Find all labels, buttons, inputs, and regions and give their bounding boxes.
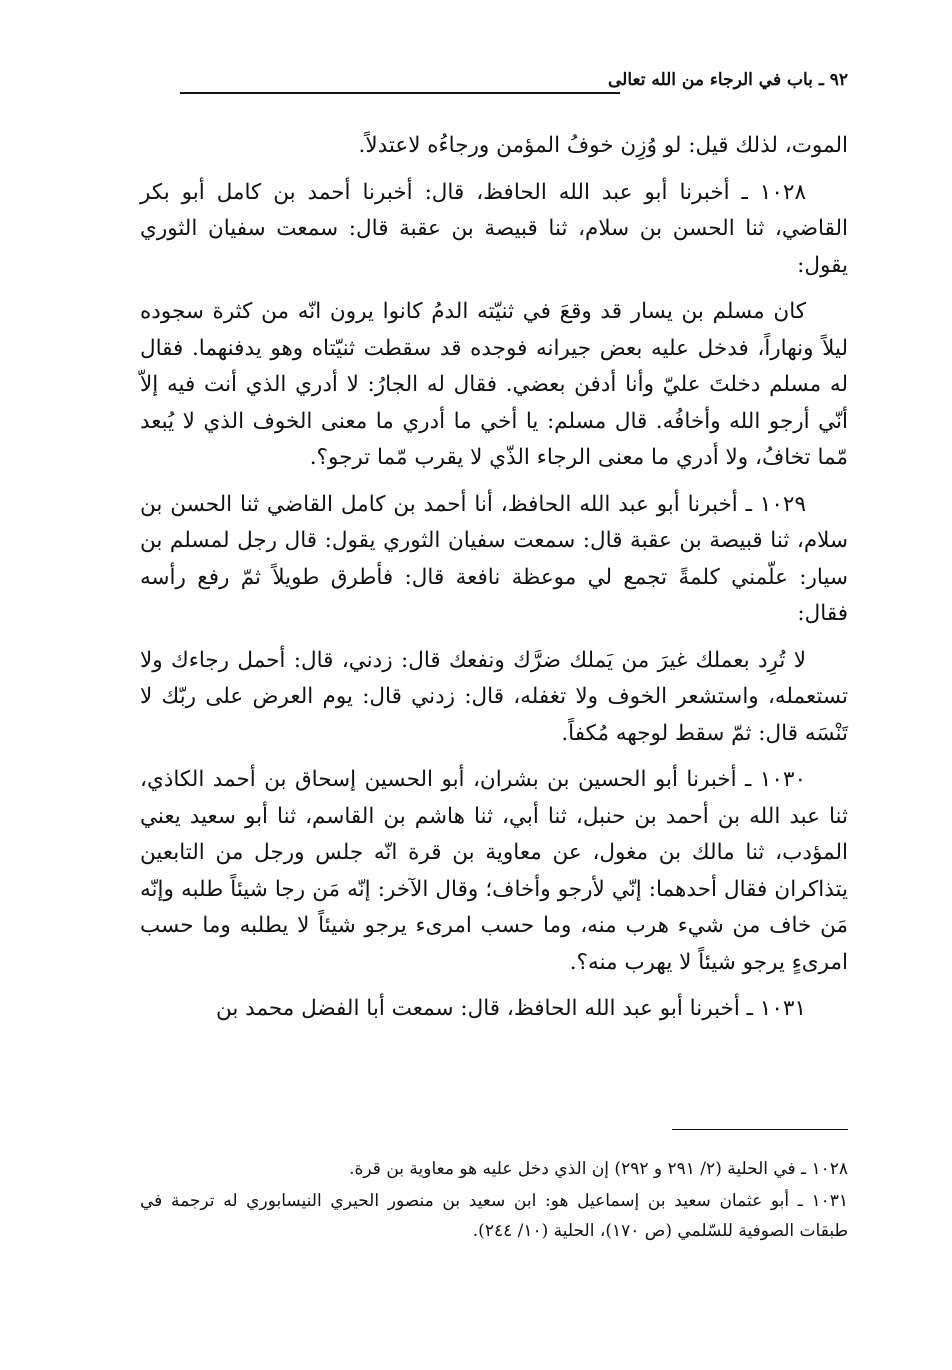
- paragraph: كان مسلم بن يسار قد وقعَ في ثنيّته الدمُ كانوا يرون انّه من كثرة سجوده ليلاً ونهاراً، فدخل عليه بعض جيرانه فوجده قد سقطت ثنيّتاه وهو يدفنهما. فقال له مسلم دخلتَ عليّ وأنا أدفن بعضي. فقال له الجارُ: لا أدري الذي أنت فيه إلاّ أنّي أرجو الله وأخافُه. قال مسلم: يا أخي ما أدري ما معنى الخوف الذي لا يُبعد مّما تخافُ، ولا أدري ما معنى الرجاء الذّي لا يقرب مّما ترجو؟.: [140, 299, 848, 470]
- footnote-separator: [672, 1129, 848, 1130]
- footnotes: [140, 1154, 848, 1248]
- header-rule: [180, 92, 620, 94]
- paragraph: لا تُرِد بعملك غيرَ من يَملك ضرَّك ونفعك قال: زدني، قال: أحمل رجاءك ولا تستعمله، واستشعر الخوف ولا تغفله، قال: زدني قال: يوم العرض على ربّك لا تَنْسَه قال: ثمّ سقط لوجهه مُكفاً.: [140, 647, 848, 746]
- paragraph: الموت، لذلك قيل: لو وُزِن خوفُ المؤمن ورجاءُه لاعتدلاً.: [358, 133, 848, 158]
- paragraph: ١٠٢٨ ـ أخبرنا أبو عبد الله الحافظ، قال: أخبرنا أحمد بن كامل أبو بكر القاضي، ثنا الحسن بن سلام، ثنا قبيصة بن عقبة قال: سمعت سفيان الثوري يقول:: [140, 179, 848, 278]
- running-head-title: ٩٢ ـ باب في الرجاء من الله تعالى: [607, 70, 848, 90]
- paragraph: ١٠٢٩ ـ أخبرنا أبو عبد الله الحافظ، أنا أحمد بن كامل القاضي ثنا الحسن بن سلام، ثنا قبيصة بن عقبة قال: سمعت سفيان الثوري يقول: قال رجل لمسلم بن سيار: علّمني كلمةً تجمع لي موعظة نافعة قال: فأطرق طويلاً ثمّ رفع رأسه فقال:: [140, 491, 848, 626]
- footnote: ١٠٢٨ ـ في الحلية (٢/ ٢٩١ و ٢٩٢) إن الذي دخل عليه هو معاوية بن قرة.: [349, 1159, 848, 1179]
- running-head: [180, 70, 848, 100]
- paragraph: ١٠٣١ ـ أخبرنا أبو عبد الله الحافظ، قال: سمعت أبا الفضل محمد بن: [216, 996, 806, 1021]
- main-text: [140, 128, 848, 1038]
- paragraph: ١٠٣٠ ـ أخبرنا أبو الحسين بن بشران، أبو الحسين إسحاق بن أحمد الكاذي، ثنا عبد الله بن أحمد بن حنبل، ثنا أبي، ثنا هاشم بن القاسم، ثنا أبو سعيد يعني المؤدب، ثنا مالك بن مغول، عن معاوية بن قرة انّه جلس ورجل من التابعين يتذاكران فقال أحدهما: إنّي لأرجو وأخاف؛ وقال الآخر: إنّه مَن رجا شيئاً طلبه وإنّه مَن خاف من شيء هرب منه، وما حسب امرىء يرجو شيئاً لا يطلبه وما حسب امرىءٍ يرجو شيئاً لا يهرب منه؟.: [140, 767, 848, 975]
- footnote: ١٠٣١ ـ أبو عثمان سعيد بن إسماعيل هو: ابن سعيد بن منصور الحيري النيسابوري له ترجمة في طبقات الصوفية للسّلمي (ص ١٧٠)، الحلية (١٠/ ٢٤٤).: [140, 1191, 848, 1241]
